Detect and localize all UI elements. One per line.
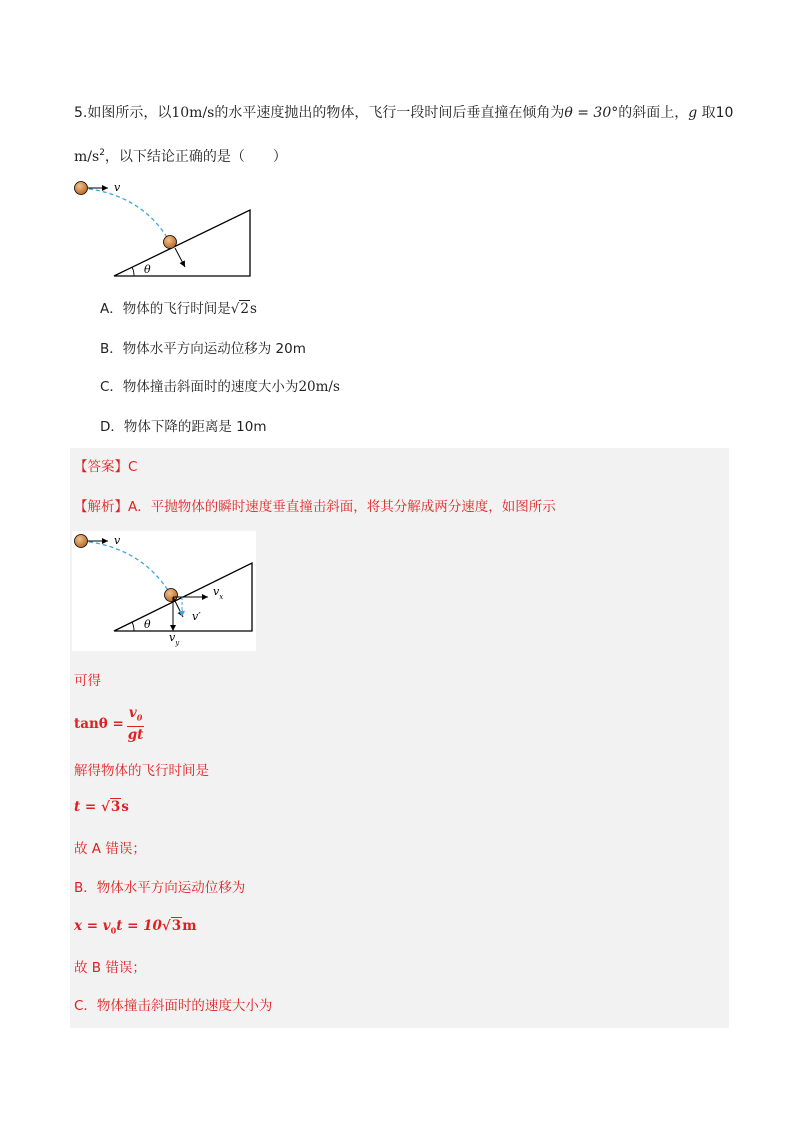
- question-mid: 的水平速度抛出的物体，飞行一段时间后垂直撞在倾角为: [214, 105, 565, 121]
- analysis-line: [74, 497, 556, 517]
- tan-equation: [74, 705, 144, 743]
- option-b-text: B．物体水平方向运动位移为 20m: [100, 341, 306, 357]
- option-c-math: 20m/s: [298, 379, 340, 395]
- vprime-label: v′: [192, 610, 201, 623]
- option-c[interactable]: [100, 378, 340, 396]
- b-text-line: [74, 878, 245, 898]
- a-wrong-text: 故 A 错误；: [74, 841, 146, 857]
- t-unit: s: [121, 799, 129, 815]
- option-a-unit: s: [249, 301, 257, 317]
- tan-numerator: v: [128, 705, 137, 721]
- x-mid: t = 10: [116, 918, 162, 934]
- analysis-label: 【解析】: [74, 499, 128, 515]
- t-radicand: 3: [110, 799, 121, 815]
- can-get-text: 可得: [74, 673, 101, 689]
- answer-line: [74, 457, 137, 477]
- question-line-1: [74, 103, 733, 123]
- solve-line: [74, 761, 209, 781]
- question-prefix: 5.如图所示，以: [74, 105, 172, 121]
- ball-impact: [164, 236, 177, 249]
- option-b[interactable]: [100, 340, 306, 358]
- velocity-decomposition-figure: [72, 531, 256, 651]
- option-c-text: C．物体撞击斜面时的速度大小为: [100, 379, 299, 395]
- c-text-line: [74, 996, 272, 1016]
- question-speed: 10m/s: [171, 105, 215, 121]
- theta-label-2: θ: [144, 618, 151, 631]
- option-a-text: A．物体的飞行时间是: [100, 301, 231, 317]
- v-label: v: [114, 181, 121, 194]
- x-lhs: x = v: [74, 918, 111, 934]
- ball-start: [75, 182, 88, 195]
- option-a-math: √2s: [230, 301, 257, 317]
- option-a[interactable]: [100, 300, 257, 318]
- analysis-first-text: A．平抛物体的瞬时速度垂直撞击斜面，将其分解成两分速度，如图所示: [128, 499, 556, 515]
- vx-label: $v_x$: [213, 585, 224, 601]
- x-sqrt: √3m: [161, 918, 197, 934]
- answer-label: 【答案】C: [74, 459, 138, 475]
- a-wrong-line: [74, 839, 146, 859]
- b-wrong-text: 故 B 错误；: [74, 960, 146, 976]
- trajectory-curve: [82, 188, 170, 242]
- angle-arc: [132, 267, 134, 276]
- vy-label: $v_y$: [169, 631, 180, 647]
- b-wrong-line: [74, 958, 146, 978]
- theta-label: θ: [144, 263, 151, 276]
- v-label-2: v: [114, 534, 121, 547]
- t-sqrt: √3s: [100, 799, 129, 815]
- impact-arrow: [175, 248, 185, 267]
- tan-denominator: gt: [127, 726, 144, 743]
- question-angle: θ = 30°: [564, 105, 619, 121]
- tan-numerator-sub: 0: [136, 712, 143, 723]
- can-get-line: [74, 671, 101, 691]
- option-d-text: D．物体下降的距离是 10m: [100, 419, 267, 435]
- question-g: g: [688, 105, 698, 121]
- t-lhs: t =: [74, 799, 101, 815]
- b-text: B．物体水平方向运动位移为: [74, 880, 246, 896]
- tan-fraction: [127, 705, 144, 743]
- x-sub: 0: [110, 925, 117, 936]
- question-unit: m/s: [74, 149, 100, 165]
- question-after: 的斜面上，: [618, 105, 689, 121]
- incline-figure: [72, 176, 257, 280]
- x-radicand: 3: [171, 918, 182, 934]
- question-line-2: [74, 143, 287, 167]
- ball-start-2: [75, 535, 88, 548]
- t-equation: [74, 797, 129, 817]
- incline-triangle: [114, 210, 250, 276]
- option-d[interactable]: [100, 418, 267, 436]
- question-unit-exp: 2: [99, 148, 105, 158]
- c-text: C．物体撞击斜面时的速度大小为: [74, 998, 273, 1014]
- question-end: 取10: [697, 105, 734, 121]
- ball-impact-2: [165, 589, 178, 602]
- x-equation: [74, 916, 197, 941]
- solve-text: 解得物体的飞行时间是: [74, 763, 209, 779]
- tan-lhs: tanθ =: [74, 715, 124, 732]
- x-unit: m: [182, 918, 197, 934]
- option-a-radicand: 2: [240, 301, 249, 317]
- question-line2-text: ，以下结论正确的是（ ）: [104, 149, 287, 165]
